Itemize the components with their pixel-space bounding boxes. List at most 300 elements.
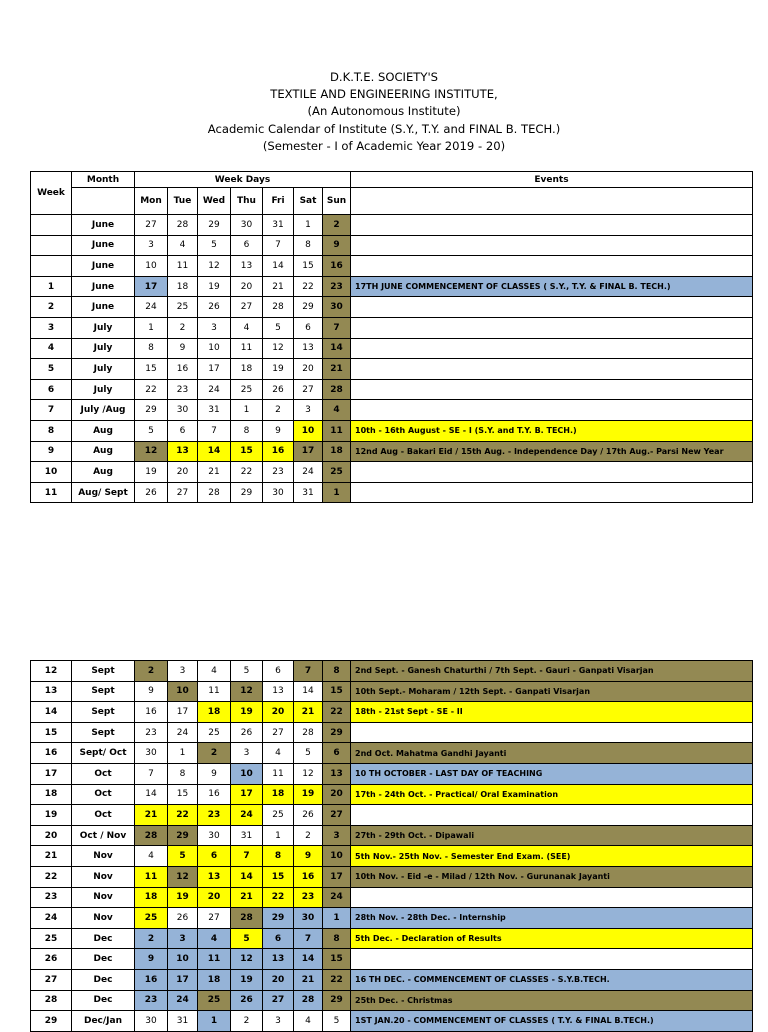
event-cell: 2nd Oct. Mahatma Gandhi Jayanti xyxy=(351,743,753,764)
day-cell-tue: 27 xyxy=(168,482,198,503)
day-cell-thu: 26 xyxy=(231,990,263,1011)
day-cell-thu: 22 xyxy=(231,462,263,483)
week-number-cell: 10 xyxy=(31,462,72,483)
calendar-row xyxy=(31,297,753,318)
month-cell: Dec xyxy=(72,949,135,970)
day-cell-fri: 21 xyxy=(263,276,294,297)
day-cell-wed: 25 xyxy=(198,990,231,1011)
day-cell-tue: 4 xyxy=(168,235,198,256)
day-cell-tue: 28 xyxy=(168,215,198,236)
week-number-cell: 11 xyxy=(31,482,72,503)
day-cell-thu: 26 xyxy=(231,722,263,743)
day-cell-mon: 19 xyxy=(135,462,168,483)
day-cell-thu: 20 xyxy=(231,276,263,297)
day-cell-sat: 12 xyxy=(294,763,323,784)
day-cell-sat: 10 xyxy=(294,420,323,441)
day-cell-fri: 31 xyxy=(263,215,294,236)
event-cell xyxy=(351,338,753,359)
calendar-title: Academic Calendar of Institute (S.Y., T.Y. and FINAL B. TECH.) xyxy=(207,121,561,136)
day-cell-thu: 30 xyxy=(231,215,263,236)
day-cell-sat: 28 xyxy=(294,990,323,1011)
society-name: D.K.T.E. SOCIETY'S xyxy=(329,70,439,84)
month-cell: Dec/Jan xyxy=(72,1011,135,1032)
week-number-cell: 4 xyxy=(31,338,72,359)
week-number-cell: 5 xyxy=(31,359,72,380)
day-cell-sat: 15 xyxy=(294,256,323,277)
day-cell-sat: 16 xyxy=(294,866,323,887)
event-cell xyxy=(351,297,753,318)
day-cell-mon: 2 xyxy=(135,661,168,682)
day-cell-sun: 22 xyxy=(323,969,351,990)
day-cell-mon: 18 xyxy=(135,887,168,908)
event-cell xyxy=(351,805,753,826)
calendar-row xyxy=(31,866,753,887)
day-cell-sat: 30 xyxy=(294,908,323,929)
day-cell-fri: 12 xyxy=(263,338,294,359)
day-cell-tue: 20 xyxy=(168,462,198,483)
event-cell: 18th - 21st Sept - SE - II xyxy=(351,702,753,723)
day-cell-sun: 23 xyxy=(323,276,351,297)
institute-status: (An Autonomous Institute) xyxy=(307,104,461,119)
day-header-fri: Fri xyxy=(263,188,294,215)
day-cell-fri: 25 xyxy=(263,805,294,826)
day-cell-thu: 19 xyxy=(231,969,263,990)
day-cell-wed: 2 xyxy=(198,743,231,764)
month-cell: Dec xyxy=(72,990,135,1011)
day-cell-sun: 16 xyxy=(323,256,351,277)
day-cell-tue: 16 xyxy=(168,359,198,380)
month-cell: Oct / Nov xyxy=(72,825,135,846)
day-cell-thu: 2 xyxy=(231,1011,263,1032)
month-cell: Aug xyxy=(72,420,135,441)
day-cell-mon: 26 xyxy=(135,482,168,503)
day-cell-fri: 6 xyxy=(263,661,294,682)
month-cell: Sept xyxy=(72,681,135,702)
calendar-row xyxy=(31,462,753,483)
calendar-row xyxy=(31,743,753,764)
day-header-sun: Sun xyxy=(323,188,351,215)
day-cell-tue: 5 xyxy=(168,846,198,867)
day-cell-wed: 25 xyxy=(198,722,231,743)
day-cell-thu: 29 xyxy=(231,482,263,503)
calendar-row xyxy=(31,702,753,723)
day-cell-wed: 29 xyxy=(198,215,231,236)
event-cell xyxy=(351,887,753,908)
calendar-row xyxy=(31,317,753,338)
day-cell-wed: 10 xyxy=(198,338,231,359)
week-number-cell: 28 xyxy=(31,990,72,1011)
day-cell-mon: 10 xyxy=(135,256,168,277)
day-cell-wed: 5 xyxy=(198,235,231,256)
day-cell-tue: 8 xyxy=(168,763,198,784)
event-cell xyxy=(351,359,753,380)
event-cell: 5th Dec. - Declaration of Results xyxy=(351,928,753,949)
calendar-row xyxy=(31,441,753,462)
week-number-cell: 20 xyxy=(31,825,72,846)
day-header-mon: Mon xyxy=(135,188,168,215)
day-cell-sat: 4 xyxy=(294,1011,323,1032)
month-cell: July xyxy=(72,379,135,400)
calendar-table-2 xyxy=(30,660,753,1032)
day-cell-fri: 16 xyxy=(263,441,294,462)
day-cell-sat: 31 xyxy=(294,482,323,503)
day-cell-sun: 20 xyxy=(323,784,351,805)
day-cell-wed: 4 xyxy=(198,928,231,949)
day-cell-tue: 24 xyxy=(168,722,198,743)
day-cell-thu: 5 xyxy=(231,661,263,682)
day-cell-tue: 3 xyxy=(168,661,198,682)
day-cell-thu: 11 xyxy=(231,338,263,359)
day-cell-sat: 21 xyxy=(294,702,323,723)
events-column-header: Events xyxy=(351,172,753,188)
month-cell: Oct xyxy=(72,805,135,826)
day-cell-tue: 31 xyxy=(168,1011,198,1032)
day-cell-mon: 12 xyxy=(135,441,168,462)
week-number-cell: 25 xyxy=(31,928,72,949)
day-cell-sat: 13 xyxy=(294,338,323,359)
day-cell-sat: 8 xyxy=(294,235,323,256)
day-cell-wed: 30 xyxy=(198,825,231,846)
day-cell-tue: 2 xyxy=(168,317,198,338)
day-cell-fri: 3 xyxy=(263,1011,294,1032)
event-cell xyxy=(351,235,753,256)
day-cell-sun: 10 xyxy=(323,846,351,867)
day-cell-sat: 9 xyxy=(294,846,323,867)
day-cell-sun: 5 xyxy=(323,1011,351,1032)
day-cell-fri: 29 xyxy=(263,908,294,929)
day-cell-tue: 22 xyxy=(168,805,198,826)
month-cell: Nov xyxy=(72,887,135,908)
day-cell-wed: 11 xyxy=(198,681,231,702)
day-cell-tue: 10 xyxy=(168,949,198,970)
day-cell-fri: 11 xyxy=(263,763,294,784)
month-cell: June xyxy=(72,215,135,236)
week-number-cell: 21 xyxy=(31,846,72,867)
day-cell-mon: 15 xyxy=(135,359,168,380)
week-number-cell: 24 xyxy=(31,908,72,929)
day-cell-sat: 27 xyxy=(294,379,323,400)
day-header-thu: Thu xyxy=(231,188,263,215)
month-cell: Sept xyxy=(72,722,135,743)
week-number-cell: 14 xyxy=(31,702,72,723)
calendar-row xyxy=(31,805,753,826)
day-cell-tue: 6 xyxy=(168,420,198,441)
day-cell-fri: 20 xyxy=(263,969,294,990)
event-cell: 10th Nov. - Eid -e - Milad / 12th Nov. - Gurunanak Jayanti xyxy=(351,866,753,887)
day-cell-mon: 9 xyxy=(135,949,168,970)
calendar-row xyxy=(31,784,753,805)
week-number-cell: 27 xyxy=(31,969,72,990)
semester-subtitle: (Semester - I of Academic Year 2019 - 20) xyxy=(262,138,506,153)
month-cell: June xyxy=(72,256,135,277)
day-cell-mon: 27 xyxy=(135,215,168,236)
day-cell-sun: 17 xyxy=(323,866,351,887)
day-cell-fri: 5 xyxy=(263,317,294,338)
day-cell-tue: 15 xyxy=(168,784,198,805)
event-cell: 10 TH OCTOBER - LAST DAY OF TEACHING xyxy=(351,763,753,784)
day-cell-wed: 14 xyxy=(198,441,231,462)
calendar-row xyxy=(31,482,753,503)
day-cell-tue: 17 xyxy=(168,969,198,990)
day-cell-sat: 3 xyxy=(294,400,323,421)
event-cell xyxy=(351,462,753,483)
week-number-cell: 17 xyxy=(31,763,72,784)
week-number-cell: 29 xyxy=(31,1011,72,1032)
day-cell-fri: 23 xyxy=(263,462,294,483)
event-cell xyxy=(351,949,753,970)
day-cell-mon: 21 xyxy=(135,805,168,826)
day-cell-thu: 31 xyxy=(231,825,263,846)
day-cell-tue: 9 xyxy=(168,338,198,359)
event-cell xyxy=(351,722,753,743)
calendar-row xyxy=(31,359,753,380)
day-cell-sat: 21 xyxy=(294,969,323,990)
day-cell-fri: 18 xyxy=(263,784,294,805)
day-cell-fri: 1 xyxy=(263,825,294,846)
day-cell-sun: 4 xyxy=(323,400,351,421)
day-cell-sun: 13 xyxy=(323,763,351,784)
day-cell-mon: 7 xyxy=(135,763,168,784)
day-cell-mon: 14 xyxy=(135,784,168,805)
week-number-cell xyxy=(31,256,72,277)
day-cell-sun: 25 xyxy=(323,462,351,483)
week-number-cell: 15 xyxy=(31,722,72,743)
month-cell: June xyxy=(72,276,135,297)
day-cell-wed: 9 xyxy=(198,763,231,784)
week-number-cell: 18 xyxy=(31,784,72,805)
day-cell-mon: 4 xyxy=(135,846,168,867)
calendar-row xyxy=(31,338,753,359)
day-cell-wed: 3 xyxy=(198,317,231,338)
week-number-cell: 16 xyxy=(31,743,72,764)
day-cell-sat: 17 xyxy=(294,441,323,462)
event-cell: 25th Dec. - Christmas xyxy=(351,990,753,1011)
month-cell: Sept xyxy=(72,661,135,682)
day-cell-sun: 8 xyxy=(323,661,351,682)
day-cell-mon: 11 xyxy=(135,866,168,887)
day-cell-sat: 1 xyxy=(294,215,323,236)
day-cell-fri: 13 xyxy=(263,949,294,970)
day-cell-sun: 15 xyxy=(323,681,351,702)
day-cell-fri: 8 xyxy=(263,846,294,867)
day-cell-mon: 17 xyxy=(135,276,168,297)
day-cell-mon: 23 xyxy=(135,990,168,1011)
calendar-row xyxy=(31,235,753,256)
calendar-row xyxy=(31,990,753,1011)
day-cell-wed: 27 xyxy=(198,908,231,929)
week-number-cell: 19 xyxy=(31,805,72,826)
day-cell-sun: 3 xyxy=(323,825,351,846)
week-number-cell: 13 xyxy=(31,681,72,702)
day-cell-thu: 18 xyxy=(231,359,263,380)
month-cell: Nov xyxy=(72,908,135,929)
day-cell-sun: 29 xyxy=(323,722,351,743)
day-cell-sun: 27 xyxy=(323,805,351,826)
day-cell-fri: 6 xyxy=(263,928,294,949)
month-column-header: Month xyxy=(72,172,135,188)
day-cell-mon: 24 xyxy=(135,297,168,318)
week-number-cell: 22 xyxy=(31,866,72,887)
event-cell xyxy=(351,256,753,277)
day-cell-mon: 2 xyxy=(135,928,168,949)
day-cell-thu: 28 xyxy=(231,908,263,929)
day-cell-sun: 28 xyxy=(323,379,351,400)
event-cell: 17th - 24th Oct. - Practical/ Oral Examination xyxy=(351,784,753,805)
event-cell: 27th - 29th Oct. - Dipawali xyxy=(351,825,753,846)
day-cell-sun: 8 xyxy=(323,928,351,949)
month-header-spacer xyxy=(72,188,135,215)
day-cell-fri: 13 xyxy=(263,681,294,702)
day-cell-fri: 30 xyxy=(263,482,294,503)
week-number-cell: 8 xyxy=(31,420,72,441)
day-cell-thu: 1 xyxy=(231,400,263,421)
day-cell-thu: 12 xyxy=(231,949,263,970)
day-cell-fri: 22 xyxy=(263,887,294,908)
day-cell-sun: 18 xyxy=(323,441,351,462)
day-cell-wed: 23 xyxy=(198,805,231,826)
calendar-row xyxy=(31,661,753,682)
calendar-row xyxy=(31,1011,753,1032)
event-cell xyxy=(351,482,753,503)
day-cell-thu: 12 xyxy=(231,681,263,702)
day-cell-tue: 18 xyxy=(168,276,198,297)
day-cell-mon: 16 xyxy=(135,702,168,723)
month-cell: July xyxy=(72,359,135,380)
day-cell-wed: 7 xyxy=(198,420,231,441)
day-cell-mon: 28 xyxy=(135,825,168,846)
week-number-cell: 12 xyxy=(31,661,72,682)
calendar-row xyxy=(31,887,753,908)
day-cell-mon: 29 xyxy=(135,400,168,421)
week-number-cell: 9 xyxy=(31,441,72,462)
day-cell-sat: 24 xyxy=(294,462,323,483)
day-cell-thu: 27 xyxy=(231,297,263,318)
day-cell-wed: 24 xyxy=(198,379,231,400)
day-cell-wed: 16 xyxy=(198,784,231,805)
week-number-cell xyxy=(31,235,72,256)
day-cell-wed: 26 xyxy=(198,297,231,318)
event-cell: 12nd Aug - Bakari Eid / 15th Aug. - Independence Day / 17th Aug.- Parsi New Year xyxy=(351,441,753,462)
week-number-cell xyxy=(31,215,72,236)
day-cell-sat: 5 xyxy=(294,743,323,764)
day-cell-sun: 24 xyxy=(323,887,351,908)
day-cell-tue: 12 xyxy=(168,866,198,887)
month-cell: July xyxy=(72,317,135,338)
month-cell: Sept xyxy=(72,702,135,723)
day-cell-thu: 4 xyxy=(231,317,263,338)
day-cell-fri: 14 xyxy=(263,256,294,277)
month-cell: Oct xyxy=(72,784,135,805)
week-number-cell: 23 xyxy=(31,887,72,908)
event-cell xyxy=(351,215,753,236)
day-cell-mon: 23 xyxy=(135,722,168,743)
month-cell: Aug xyxy=(72,441,135,462)
week-number-cell: 3 xyxy=(31,317,72,338)
day-cell-sun: 30 xyxy=(323,297,351,318)
day-cell-thu: 7 xyxy=(231,846,263,867)
calendar-row xyxy=(31,908,753,929)
day-cell-sat: 14 xyxy=(294,949,323,970)
day-cell-sun: 29 xyxy=(323,990,351,1011)
day-cell-mon: 5 xyxy=(135,420,168,441)
calendar-row xyxy=(31,276,753,297)
day-cell-sun: 2 xyxy=(323,215,351,236)
month-cell: Nov xyxy=(72,846,135,867)
week-number-cell: 2 xyxy=(31,297,72,318)
calendar-row xyxy=(31,846,753,867)
day-cell-wed: 1 xyxy=(198,1011,231,1032)
day-cell-mon: 30 xyxy=(135,743,168,764)
day-cell-fri: 27 xyxy=(263,722,294,743)
day-cell-wed: 12 xyxy=(198,256,231,277)
day-cell-sat: 14 xyxy=(294,681,323,702)
document-header xyxy=(0,69,768,155)
day-cell-sat: 7 xyxy=(294,661,323,682)
day-cell-mon: 30 xyxy=(135,1011,168,1032)
event-cell: 28th Nov. - 28th Dec. - Internship xyxy=(351,908,753,929)
calendar-row xyxy=(31,763,753,784)
day-cell-sun: 9 xyxy=(323,235,351,256)
month-cell: Dec xyxy=(72,969,135,990)
day-cell-mon: 9 xyxy=(135,681,168,702)
day-cell-tue: 26 xyxy=(168,908,198,929)
day-cell-fri: 2 xyxy=(263,400,294,421)
day-cell-wed: 31 xyxy=(198,400,231,421)
calendar-row xyxy=(31,949,753,970)
day-cell-sat: 6 xyxy=(294,317,323,338)
day-cell-thu: 24 xyxy=(231,805,263,826)
day-cell-fri: 9 xyxy=(263,420,294,441)
event-cell: 10th - 16th August - SE - I (S.Y. and T.Y. B. TECH.) xyxy=(351,420,753,441)
day-cell-sat: 2 xyxy=(294,825,323,846)
day-cell-thu: 21 xyxy=(231,887,263,908)
day-cell-fri: 7 xyxy=(263,235,294,256)
month-cell: Nov xyxy=(72,866,135,887)
day-cell-mon: 25 xyxy=(135,908,168,929)
month-cell: Aug xyxy=(72,462,135,483)
month-cell: July /Aug xyxy=(72,400,135,421)
day-cell-tue: 10 xyxy=(168,681,198,702)
calendar-row xyxy=(31,825,753,846)
day-header-sat: Sat xyxy=(294,188,323,215)
event-cell: 10th Sept.- Moharam / 12th Sept. - Ganpati Visarjan xyxy=(351,681,753,702)
calendar-row xyxy=(31,379,753,400)
event-cell: 2nd Sept. - Ganesh Chaturthi / 7th Sept. - Gauri - Ganpati Visarjan xyxy=(351,661,753,682)
day-cell-sat: 28 xyxy=(294,722,323,743)
day-cell-tue: 19 xyxy=(168,887,198,908)
day-cell-sun: 21 xyxy=(323,359,351,380)
day-cell-thu: 25 xyxy=(231,379,263,400)
day-cell-wed: 17 xyxy=(198,359,231,380)
event-cell: 5th Nov.- 25th Nov. - Semester End Exam. (SEE) xyxy=(351,846,753,867)
day-cell-tue: 1 xyxy=(168,743,198,764)
day-cell-fri: 26 xyxy=(263,379,294,400)
day-cell-wed: 20 xyxy=(198,887,231,908)
day-cell-thu: 8 xyxy=(231,420,263,441)
day-cell-tue: 13 xyxy=(168,441,198,462)
day-cell-mon: 8 xyxy=(135,338,168,359)
day-cell-wed: 28 xyxy=(198,482,231,503)
calendar-row xyxy=(31,722,753,743)
day-cell-fri: 28 xyxy=(263,297,294,318)
day-cell-thu: 6 xyxy=(231,235,263,256)
month-cell: June xyxy=(72,235,135,256)
week-column-header: Week xyxy=(31,172,72,215)
day-cell-thu: 5 xyxy=(231,928,263,949)
day-cell-fri: 4 xyxy=(263,743,294,764)
day-cell-tue: 11 xyxy=(168,256,198,277)
day-cell-tue: 25 xyxy=(168,297,198,318)
